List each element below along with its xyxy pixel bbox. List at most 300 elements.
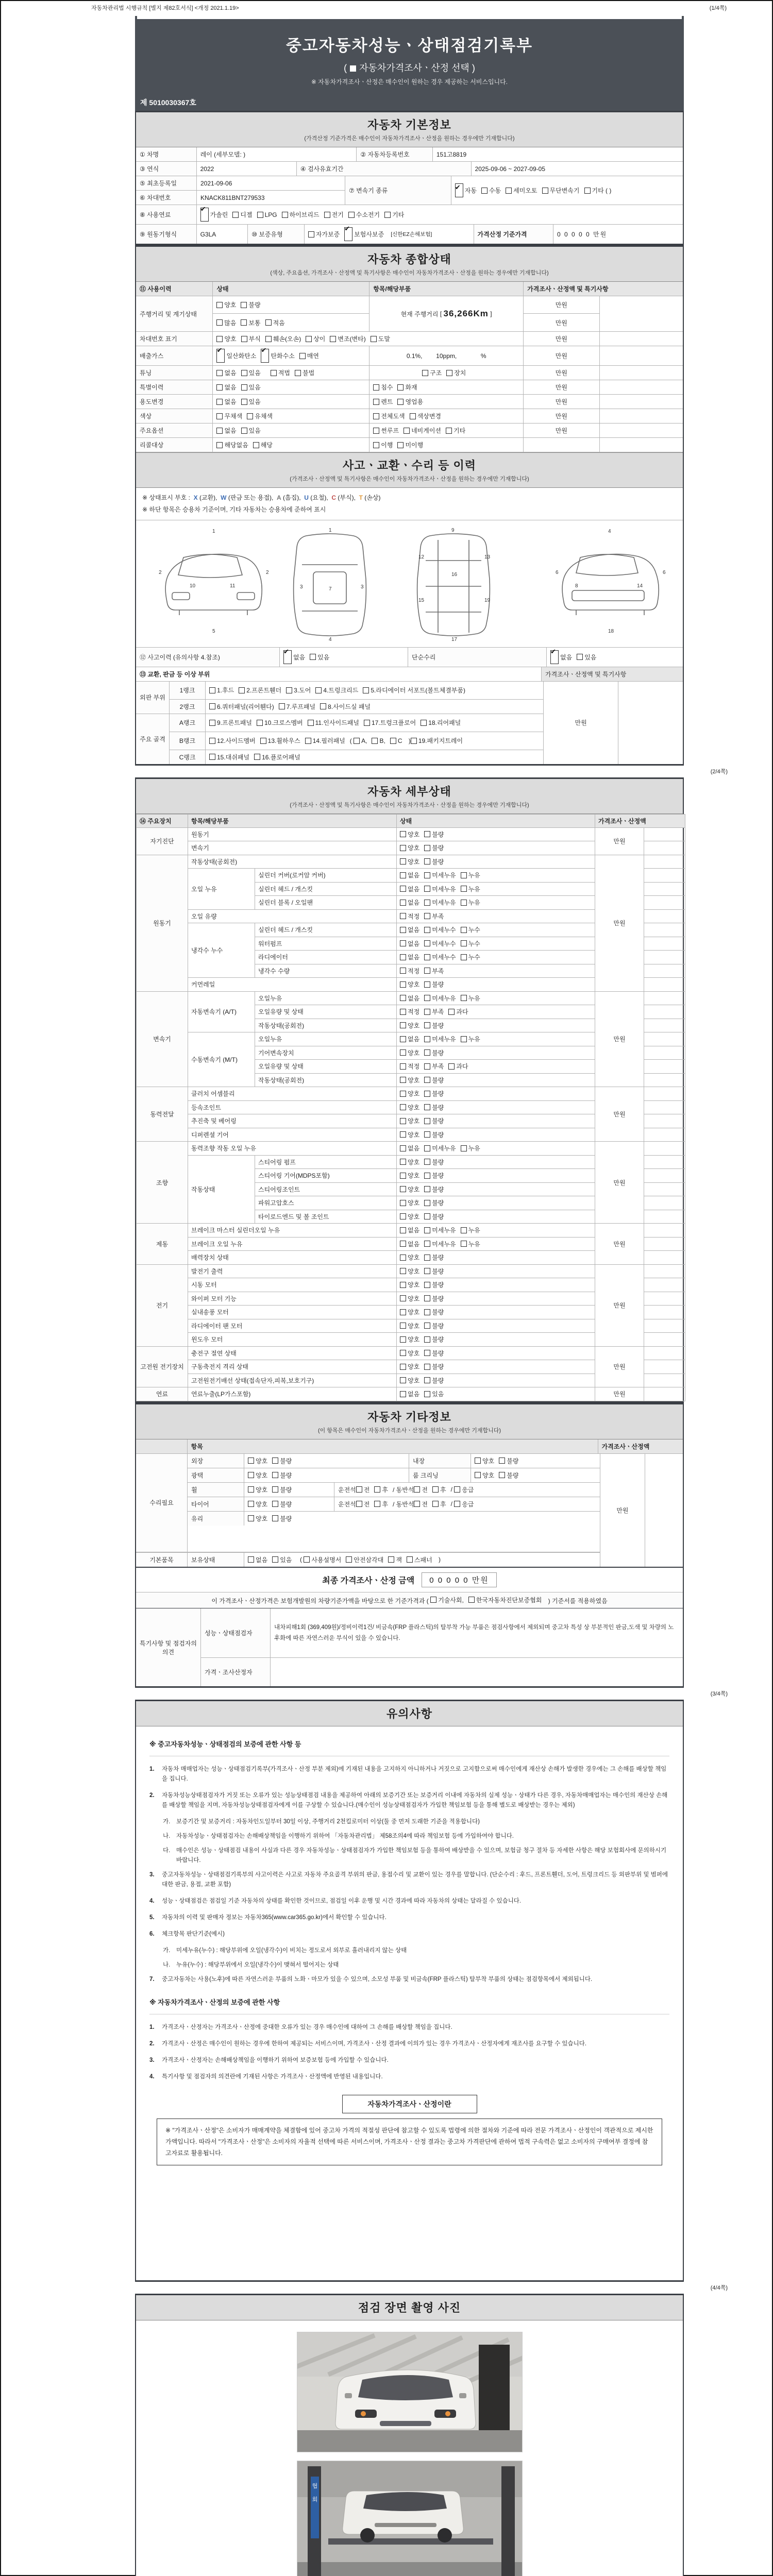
checkbox[interactable]	[247, 413, 253, 419]
state-options	[397, 1292, 595, 1306]
option-label: 자가보증	[315, 231, 340, 238]
checkbox[interactable]	[260, 738, 266, 744]
checkbox[interactable]	[424, 872, 430, 878]
checkbox[interactable]	[422, 370, 428, 376]
checkbox[interactable]	[432, 1486, 439, 1493]
checkbox[interactable]	[506, 188, 512, 194]
transmission-label: ⑦ 변속기 종류	[345, 176, 451, 205]
checkbox[interactable]	[424, 995, 430, 1001]
price-unit: 만원	[595, 1142, 644, 1224]
checkbox[interactable]	[461, 940, 467, 946]
checkbox[interactable]	[400, 940, 406, 946]
remark-cell	[644, 1360, 685, 1374]
text-token: / 동반석	[392, 1486, 414, 1494]
checkbox[interactable]	[424, 1309, 430, 1315]
option-label: 양호	[408, 1281, 420, 1289]
checkbox-checked[interactable]	[261, 349, 269, 363]
checkbox[interactable]	[308, 720, 314, 726]
option-label: 불량	[432, 1090, 444, 1098]
checkbox[interactable]	[209, 687, 215, 693]
checkbox[interactable]	[424, 968, 430, 974]
checkbox[interactable]	[241, 399, 247, 405]
accident-history-options	[280, 648, 408, 667]
remark-cell	[644, 1073, 685, 1087]
checkbox[interactable]	[241, 319, 247, 326]
option-label: 장치	[454, 369, 466, 377]
checkbox[interactable]	[584, 188, 591, 194]
checkbox[interactable]	[424, 927, 430, 933]
checkbox[interactable]	[216, 384, 223, 391]
checkbox[interactable]	[424, 886, 430, 892]
checkbox[interactable]	[308, 231, 314, 238]
checkbox[interactable]	[424, 1009, 430, 1015]
checkbox-checked[interactable]	[200, 208, 209, 222]
checkbox[interactable]	[424, 1145, 430, 1151]
option-label: 기타 ( )	[592, 187, 612, 194]
option-label: 이행	[381, 442, 393, 449]
option-label: 양호	[224, 301, 237, 309]
checkbox[interactable]	[414, 1501, 420, 1507]
checkbox[interactable]	[320, 703, 326, 709]
svg-text:회: 회	[312, 2496, 317, 2503]
checkbox[interactable]	[424, 1336, 430, 1343]
checkbox[interactable]	[400, 858, 406, 865]
checkbox[interactable]	[216, 370, 223, 376]
text-token: (교환),	[197, 494, 221, 501]
text-token: (판금 또는 용접),	[226, 494, 277, 501]
checkbox[interactable]	[400, 1350, 406, 1356]
checkbox[interactable]	[306, 336, 312, 342]
remark-cell	[644, 1319, 685, 1333]
checkbox[interactable]	[272, 1486, 278, 1493]
checkbox[interactable]	[216, 413, 223, 419]
remark-cell	[644, 1374, 685, 1387]
checkbox[interactable]	[374, 1486, 380, 1493]
option-label: 부식	[248, 335, 261, 343]
checkbox[interactable]	[446, 370, 452, 376]
checkbox[interactable]	[424, 1022, 430, 1028]
checkbox[interactable]	[216, 442, 223, 448]
device-group-label: 전기	[137, 1264, 188, 1346]
text-token: ※ 상태표시 부호 :	[142, 494, 194, 501]
remark-cell	[644, 1278, 685, 1292]
checkbox[interactable]	[400, 1336, 406, 1343]
checkbox[interactable]	[424, 1282, 430, 1288]
state-options	[397, 923, 595, 937]
checkbox[interactable]	[424, 831, 430, 837]
checkbox[interactable]	[400, 1131, 406, 1138]
wheel-position-options	[334, 1483, 600, 1497]
checkbox[interactable]	[424, 1295, 430, 1301]
checkbox[interactable]	[241, 384, 247, 391]
notice-item	[149, 1791, 669, 1810]
checkbox[interactable]	[400, 1009, 406, 1015]
checkbox[interactable]	[310, 654, 316, 660]
checkbox[interactable]	[424, 1077, 430, 1083]
checkbox[interactable]	[414, 1486, 420, 1493]
checkbox[interactable]	[248, 1501, 254, 1507]
checkbox[interactable]	[324, 212, 330, 218]
checkbox-checked[interactable]	[550, 650, 559, 664]
option-label: 자동	[464, 187, 477, 194]
checkbox[interactable]	[424, 1131, 430, 1138]
checkbox[interactable]	[232, 212, 239, 218]
checkbox[interactable]	[424, 1063, 430, 1070]
option-label: 불량	[432, 1076, 444, 1084]
svg-text:6: 6	[556, 569, 559, 575]
state-options	[397, 1360, 595, 1374]
text-token: (손상)	[362, 494, 381, 501]
checkbox[interactable]	[248, 1458, 254, 1464]
option-label: 불량	[432, 1363, 444, 1371]
checkbox[interactable]	[348, 212, 355, 218]
checkbox[interactable]	[248, 1486, 254, 1493]
option-label: 기타	[453, 427, 466, 434]
checkbox[interactable]	[400, 831, 406, 837]
checkbox[interactable]	[216, 319, 223, 326]
checkbox[interactable]	[373, 442, 379, 448]
checkbox[interactable]	[400, 1063, 406, 1070]
checkbox[interactable]	[424, 1173, 430, 1179]
checkbox[interactable]	[400, 995, 406, 1001]
checkbox[interactable]	[216, 336, 223, 342]
option-label: 없음	[408, 926, 420, 934]
remark-cell	[644, 1292, 685, 1306]
checkbox[interactable]	[468, 1597, 475, 1603]
checkbox[interactable]	[356, 1486, 362, 1493]
checkbox[interactable]	[400, 1200, 406, 1206]
checkbox[interactable]	[424, 981, 430, 988]
checkbox[interactable]	[475, 1458, 481, 1464]
option-label: 있음	[248, 369, 261, 377]
option-label: 적음	[273, 319, 285, 327]
checkbox-checked[interactable]	[283, 650, 292, 664]
notice-item-number: 3.	[149, 2057, 155, 2063]
checkbox[interactable]	[424, 1364, 430, 1370]
checkbox[interactable]	[424, 1241, 430, 1247]
checkbox[interactable]	[372, 738, 378, 744]
checkbox[interactable]	[346, 1556, 352, 1563]
overall-state-header: 자동차 종합상태 (색상, 주요옵션, 가격조사ㆍ산정액 및 특기사항은 매수인이 자동차가격조사ㆍ산정을 원하는 경우에만 기재합니다)	[136, 247, 683, 282]
checkbox[interactable]	[461, 954, 467, 960]
checkbox[interactable]	[404, 428, 410, 434]
reg-no-value: 151고8819	[436, 151, 467, 158]
checkbox[interactable]	[448, 1009, 455, 1015]
checkbox[interactable]	[424, 913, 430, 919]
checkbox[interactable]	[241, 302, 247, 308]
svg-text:19: 19	[484, 597, 491, 603]
checkbox[interactable]	[475, 1472, 481, 1478]
checkbox[interactable]	[424, 900, 430, 906]
checkbox[interactable]	[265, 336, 272, 342]
checkbox[interactable]	[272, 1458, 278, 1464]
option-label: 하이브리드	[289, 211, 320, 218]
checkbox[interactable]	[424, 1104, 430, 1110]
checkbox[interactable]	[248, 1556, 254, 1563]
checkbox[interactable]	[400, 954, 406, 960]
checkbox[interactable]	[390, 738, 396, 744]
checkbox[interactable]	[400, 1377, 406, 1383]
checkbox[interactable]	[424, 1091, 430, 1097]
notice-list-1	[149, 1765, 669, 1985]
option-label: 보통	[248, 319, 261, 327]
checkbox[interactable]	[400, 1241, 406, 1247]
checkbox[interactable]	[499, 1472, 505, 1478]
checkbox[interactable]	[400, 886, 406, 892]
form-regulation-note: 자동차관리법 시행규칙 [별지 제82호서식] <개정 2021.1.19>	[91, 5, 239, 11]
checkbox[interactable]	[400, 1118, 406, 1124]
checkbox[interactable]	[481, 188, 488, 194]
checkbox[interactable]	[239, 687, 245, 693]
checkbox[interactable]	[400, 900, 406, 906]
sub-item-label: 기어변속장치	[255, 1046, 397, 1060]
checkbox[interactable]	[400, 1036, 406, 1042]
checkbox[interactable]	[454, 1501, 460, 1507]
checkbox[interactable]	[410, 413, 416, 419]
checkbox[interactable]	[424, 1049, 430, 1056]
checkbox[interactable]	[384, 212, 391, 218]
checkbox-checked[interactable]	[216, 349, 225, 363]
detail-state-table	[136, 814, 685, 1401]
option-label: 불량	[432, 1254, 444, 1262]
checkbox[interactable]	[272, 1515, 278, 1521]
checkbox[interactable]	[400, 1213, 406, 1219]
checkbox[interactable]	[424, 1159, 430, 1165]
checkbox[interactable]	[424, 1118, 430, 1124]
checkbox[interactable]	[373, 428, 379, 434]
checkbox[interactable]	[400, 1255, 406, 1261]
item-label: 충전구 절연 상태	[188, 1346, 397, 1360]
recall-label: 리콜대상	[136, 438, 213, 452]
checkbox[interactable]	[272, 1556, 278, 1563]
checkbox[interactable]	[279, 703, 285, 709]
checkbox[interactable]	[424, 1213, 430, 1219]
notice-item-number: 3.	[149, 1871, 155, 1878]
checkbox[interactable]	[299, 353, 306, 359]
checkbox[interactable]	[216, 302, 223, 308]
checkbox[interactable]	[461, 1241, 467, 1247]
sub-item-label: 라디에이터	[255, 951, 397, 964]
checkbox[interactable]	[424, 858, 430, 865]
checkbox[interactable]	[248, 1515, 254, 1521]
checkbox[interactable]	[400, 1282, 406, 1288]
checkbox[interactable]	[424, 1255, 430, 1261]
checkbox[interactable]	[461, 1145, 467, 1151]
checkbox[interactable]	[424, 1186, 430, 1192]
checkbox[interactable]	[424, 1350, 430, 1356]
checkbox[interactable]	[424, 1377, 430, 1383]
checkbox[interactable]	[400, 1268, 406, 1274]
checkbox[interactable]	[295, 370, 301, 376]
svg-text:15: 15	[418, 597, 425, 603]
checkbox[interactable]	[424, 845, 430, 851]
checkbox[interactable]	[424, 940, 430, 946]
checkbox[interactable]	[254, 754, 260, 760]
checkbox[interactable]	[374, 1501, 380, 1507]
checkbox[interactable]	[356, 1501, 362, 1507]
option-label: 없음	[293, 653, 306, 661]
checkbox[interactable]	[400, 1309, 406, 1315]
checkbox[interactable]	[397, 399, 404, 405]
checkbox[interactable]	[400, 981, 406, 988]
checkbox[interactable]	[400, 872, 406, 878]
state-options	[397, 1019, 595, 1032]
option-label: 양호	[408, 1022, 420, 1029]
checkbox[interactable]	[265, 319, 272, 326]
checkbox[interactable]	[272, 1501, 278, 1507]
option-label: LPG	[264, 211, 277, 218]
item-group-label: 자동변속기 (A/T)	[188, 991, 255, 1032]
state-code-legend	[142, 492, 677, 504]
checkbox[interactable]	[371, 336, 377, 342]
checkbox[interactable]	[400, 1364, 406, 1370]
checkbox[interactable]	[461, 900, 467, 906]
checkbox[interactable]	[499, 1458, 505, 1464]
option-label: 부족	[432, 1008, 444, 1016]
checkbox[interactable]	[315, 687, 322, 693]
checkbox[interactable]	[209, 738, 215, 744]
mileage-label: 주행거리 및 계기상태	[136, 296, 213, 331]
svg-text:4: 4	[608, 528, 611, 534]
checkbox[interactable]	[430, 1597, 436, 1603]
checkbox[interactable]	[272, 1472, 278, 1478]
checkbox[interactable]	[424, 1036, 430, 1042]
checkbox[interactable]	[448, 1063, 455, 1070]
checkbox[interactable]	[461, 995, 467, 1001]
checkbox[interactable]	[542, 188, 548, 194]
checkbox[interactable]	[400, 845, 406, 851]
checkbox[interactable]	[424, 1323, 430, 1329]
checkbox[interactable]	[241, 336, 247, 342]
checkbox[interactable]	[216, 399, 223, 405]
checkbox[interactable]	[209, 703, 215, 709]
notice-item-text: 누유(누수) : 해당부위에서 오일(냉각수)이 맺혀서 떨어지는 상태	[176, 1961, 339, 1968]
checkbox[interactable]	[388, 1556, 394, 1563]
polish-options	[244, 1468, 409, 1482]
checkbox[interactable]	[373, 413, 379, 419]
option-label: 전	[363, 1486, 370, 1494]
checkbox[interactable]	[363, 687, 369, 693]
checkbox[interactable]	[461, 927, 467, 933]
checkbox[interactable]	[305, 738, 311, 744]
price-unit: 만원	[595, 1224, 644, 1265]
checkbox[interactable]	[400, 1049, 406, 1056]
checkbox[interactable]	[257, 212, 263, 218]
checkbox[interactable]	[400, 1091, 406, 1097]
notice-item	[163, 1846, 669, 1866]
checkbox[interactable]	[241, 370, 247, 376]
holding-state-options	[244, 1553, 600, 1567]
checkbox-checked[interactable]	[344, 227, 352, 241]
checkbox[interactable]	[461, 1036, 467, 1042]
room-cleaning-label: 룸 크리닝	[409, 1468, 471, 1482]
checkbox[interactable]	[461, 872, 467, 878]
state-options	[397, 1346, 595, 1360]
checkbox[interactable]	[461, 1227, 467, 1233]
rankC-items	[206, 750, 543, 764]
checkbox[interactable]	[400, 1159, 406, 1165]
page-number-1: (1/4쪽)	[709, 5, 727, 11]
checkbox[interactable]	[397, 384, 404, 391]
checkbox[interactable]	[424, 1391, 430, 1397]
item-label: 배력장치 상태	[188, 1251, 397, 1265]
text-token: X	[193, 494, 198, 501]
checkbox[interactable]	[397, 442, 404, 448]
holding-state-label: 보유상태	[188, 1553, 244, 1567]
checkbox[interactable]	[400, 1295, 406, 1301]
remark-cell	[644, 978, 685, 992]
checkbox[interactable]	[257, 720, 263, 726]
checkbox[interactable]	[407, 1556, 413, 1563]
checkbox[interactable]	[400, 927, 406, 933]
main-options-state	[213, 423, 369, 437]
state-options	[397, 1210, 595, 1224]
checkbox[interactable]	[400, 1173, 406, 1179]
checkbox[interactable]	[424, 1268, 430, 1274]
checkbox[interactable]	[424, 1227, 430, 1233]
checkbox[interactable]	[461, 886, 467, 892]
state-options	[397, 1073, 595, 1087]
checkbox[interactable]	[400, 1186, 406, 1192]
checkbox[interactable]	[304, 1556, 310, 1563]
checkbox[interactable]	[373, 384, 379, 391]
etc-info-block	[135, 1403, 684, 1688]
checkbox[interactable]	[354, 738, 360, 744]
checkbox[interactable]	[454, 1486, 460, 1493]
checkbox[interactable]	[400, 1077, 406, 1083]
checkbox[interactable]	[400, 968, 406, 974]
checkbox[interactable]	[216, 428, 223, 434]
checkbox[interactable]	[282, 212, 288, 218]
checkbox[interactable]	[411, 738, 417, 744]
option-label: 적정	[408, 1008, 420, 1016]
checkbox[interactable]	[271, 370, 277, 376]
checkbox[interactable]	[400, 1104, 406, 1110]
checkbox[interactable]	[577, 654, 583, 660]
checkbox[interactable]	[400, 1391, 406, 1397]
checkbox[interactable]	[373, 399, 379, 405]
option-label: 양호	[408, 1267, 420, 1275]
checkbox[interactable]	[364, 720, 370, 726]
checkbox[interactable]	[286, 687, 292, 693]
price-appraisal-box-text: ※ "가격조사ㆍ산정"은 소비자가 매매계약을 체결함에 있어 중고차 가격의 적절성 판단에 참고할 수 있도록 법령에 의한 절차와 기준에 따라 전문 가격조사ㆍ산정인이 객관적으로 제시한 가액입니다. 따라서 "가격조사ㆍ산정"은 소비자의 자율적 선택에 따른 서비스이며, 가격조사ㆍ산정 결과는 중고차 가격판단에 관하여 법적 구속력은 없고 소비자의 구매여부 결정에 참고자료로 활용됩니다.	[157, 2119, 662, 2165]
remark-cell	[644, 1169, 685, 1183]
checkbox[interactable]	[400, 1323, 406, 1329]
notice-item-number: 2.	[149, 1792, 155, 1799]
checkbox[interactable]	[432, 1501, 439, 1507]
exterior-label: 외장	[188, 1454, 244, 1468]
notice-item-text: 성능ㆍ상태점검은 점검일 기준 자동차의 상태를 확인한 것이므로, 점검일 이후 운행 및 시간 경과에 따라 자동차의 상태는 달라질 수 있습니다.	[162, 1897, 522, 1904]
notice-item-number: 나.	[163, 1833, 171, 1839]
checkbox[interactable]	[446, 428, 452, 434]
checkbox[interactable]	[330, 336, 336, 342]
checkbox[interactable]	[424, 1200, 430, 1206]
checkbox[interactable]	[400, 1145, 406, 1151]
checkbox[interactable]	[241, 428, 247, 434]
checkbox-checked[interactable]	[455, 183, 463, 197]
checkbox[interactable]	[424, 954, 430, 960]
checkbox[interactable]	[400, 1227, 406, 1233]
checkbox[interactable]	[253, 442, 259, 448]
checkbox[interactable]	[209, 720, 215, 726]
glass-options	[244, 1512, 600, 1526]
checkbox[interactable]	[421, 720, 427, 726]
checkbox[interactable]	[248, 1472, 254, 1478]
checkbox[interactable]	[400, 1022, 406, 1028]
option-label: 양호	[408, 1309, 420, 1316]
checkbox[interactable]	[209, 754, 215, 760]
checkbox[interactable]	[400, 913, 406, 919]
